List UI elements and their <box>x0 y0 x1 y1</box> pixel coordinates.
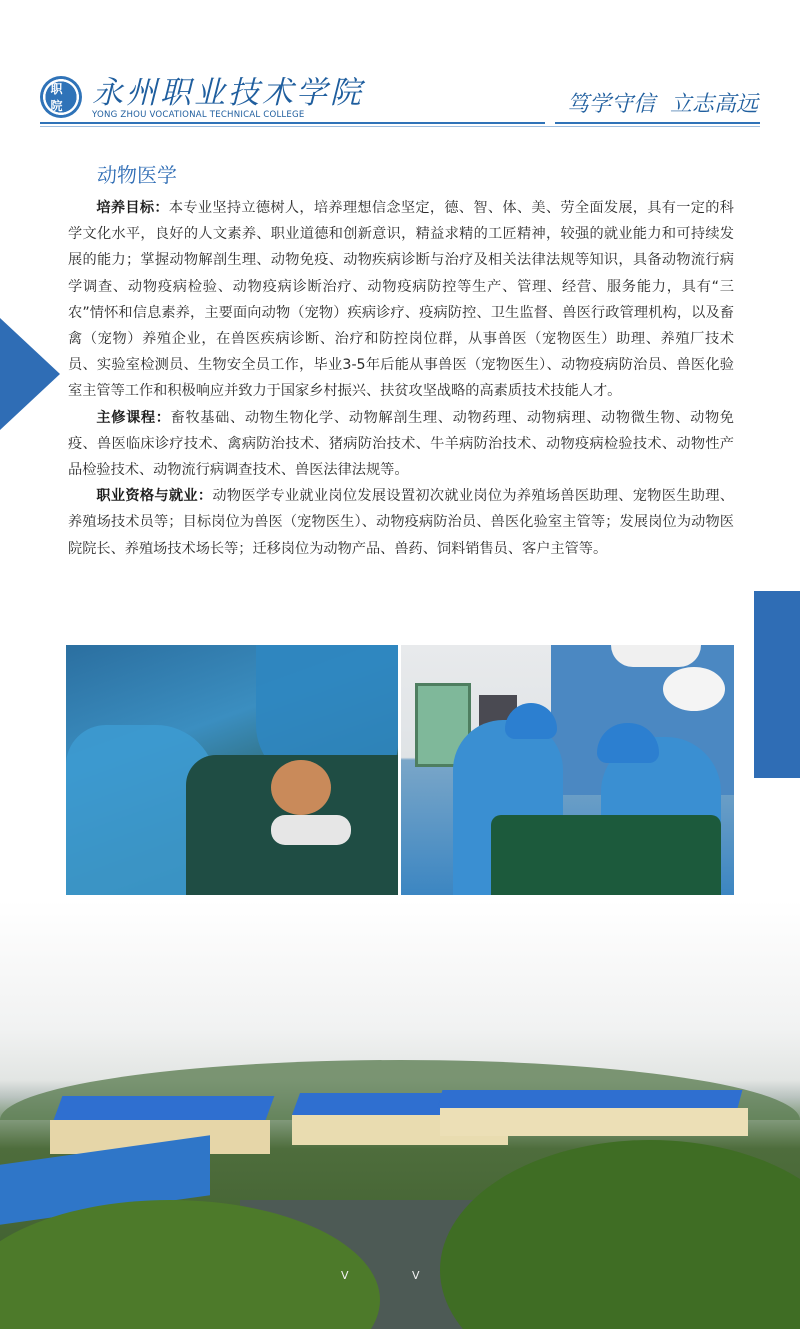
left-arrow-decoration <box>0 318 60 430</box>
college-name: 永州职业技术学院 <box>92 75 364 111</box>
barn-roof <box>54 1096 275 1120</box>
body-text <box>68 195 734 562</box>
incision-site <box>271 760 331 815</box>
operating-table <box>491 815 721 895</box>
gloved-hand <box>271 815 351 845</box>
operating-room-photo <box>401 645 734 895</box>
paragraph-label: 培养目标： <box>96 200 169 216</box>
training-goal-paragraph <box>68 195 734 405</box>
college-name-english: YONG ZHOU VOCATIONAL TECHNICAL COLLEGE <box>92 110 305 120</box>
seal-text: 职院 <box>50 82 63 113</box>
paragraph-label: 职业资格与就业： <box>96 488 213 505</box>
section-title: 动物医学 <box>97 163 177 187</box>
surgical-lamp <box>611 645 701 667</box>
college-motto: 笃学守信 立志高远 <box>567 92 758 117</box>
barn-wall <box>440 1108 748 1136</box>
paragraph-text: 本专业坚持立德树人，培养理想信念坚定，德、智、体、美、劳全面发展，具有一定的科学文化水平，良好的人文素养、职业道德和创新意识，精益求精的工匠精神，较强的就业能力和可持续发展的能力；掌握动物解剖生理、动物免疫、动物疾病诊断与治疗及相关法律法规等知识，具备动物流行病学调查、动物疫病检验、动物疫病诊断治疗、动物疫病防控等生产、管理、经营、服务能力，具有“三农”情怀和信息素养，主要面向动物（宠物）疾病诊疗、疫病防控、卫生监督、兽医行政管理机构，以及畜禽（宠物）养殖企业，在兽医疾病诊断、治疗和防控岗位群，从事兽医（宠物医生）助理、养殖厂技术员、实验室检测员、生物安全员工作，毕业3-5年后能从事兽医（宠物医生）、动物疫病防治员、兽医化验室主管等工作和积极响应并致力于国家乡村振兴、扶贫攻坚战略的高素质技术技能人才。 <box>68 200 734 400</box>
main-courses-paragraph <box>68 405 734 484</box>
right-tab-decoration <box>754 591 800 778</box>
surgery-photo-closeup <box>66 645 398 895</box>
photo-overlay-marks: V V <box>341 1269 420 1282</box>
tree-canopy <box>440 1140 800 1329</box>
campus-farm-photo <box>0 900 800 1329</box>
header-divider-right <box>555 122 760 124</box>
header-divider <box>40 122 545 124</box>
barn-roof <box>438 1090 743 1108</box>
surgical-lamp-head <box>663 667 725 711</box>
paragraph-text: 动物医学专业就业岗位发展设置初次就业岗位为养殖场兽医助理、宠物医生助理、养殖场技术员等；目标岗位为兽医（宠物医生）、动物疫病防治员、兽医化验室主管等；发展岗位为动物医院院长、养殖场技术场长等；迁移岗位为动物产品、兽药、饲料销售员、客户主管等。 <box>68 488 734 557</box>
college-seal-logo <box>40 76 82 118</box>
paragraph-label: 主修课程： <box>96 409 171 426</box>
career-paragraph <box>68 483 734 562</box>
paragraph-text: 畜牧基础、动物生物化学、动物解剖生理、动物药理、动物病理、动物微生物、动物免疫、兽医临床诊疗技术、禽病防治技术、猪病防治技术、牛羊病防治技术、动物疫病检验技术、动物性产品检验技术、动物流行病调查技术、兽医法律法规等。 <box>68 409 734 479</box>
header-divider-thin <box>40 126 760 127</box>
page-header <box>0 0 800 140</box>
